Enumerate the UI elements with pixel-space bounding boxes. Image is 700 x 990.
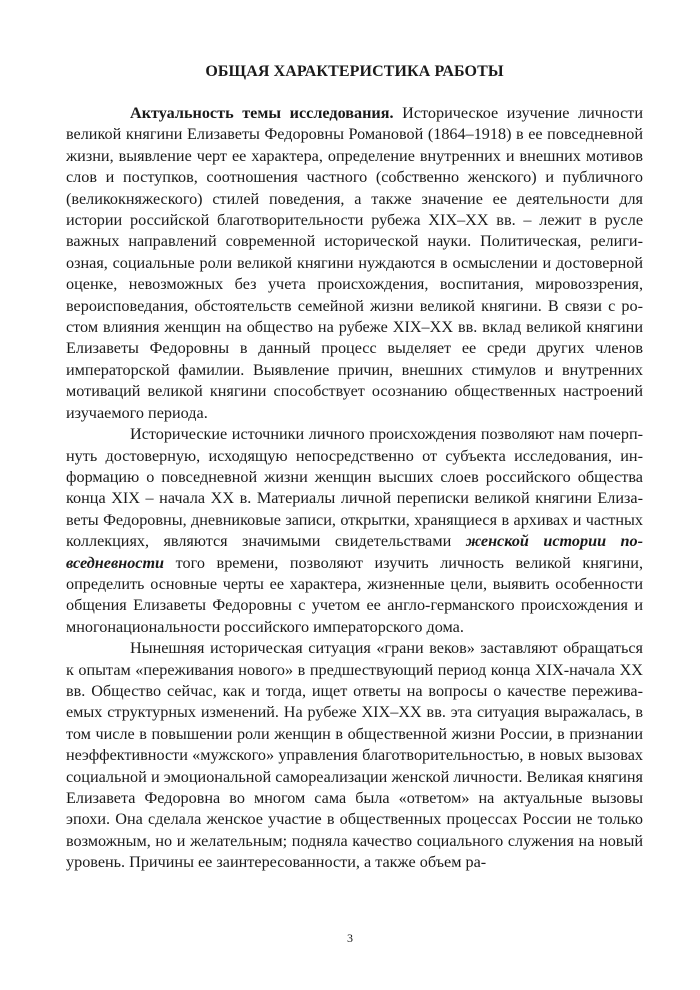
document-page	[66, 62, 643, 874]
section-title: ОБЩАЯ ХАРАКТЕРИСТИКА РАБОТЫ	[205, 63, 504, 80]
paragraph-body: Исторические источники личного происхождения позволяют нам почерпнуть достоверную, исходящую непосредственно от субъекта исследования, информацию о повседневной жизни женщин высших слоев российского общества конца XIX – начала XX в. Материалы личной переписки великой княгини Елизаветы Федоровны, дневниковые записи, открытки, хранящиеся в архивах и частных коллекциях, являются значимыми свидетельствами	[66, 425, 643, 551]
emphasis-term: женской истории повседневности	[66, 532, 643, 572]
paragraph-body: Историческое изучение личности великой княгини Елизаветы Федоровны Романовой (1864–1918) в ее повседневной жизни, выявление черт ее характера, определение внутренних и внешних мотивов слов и поступков, соотношения частного (собственно женского) и публичного (великокняжеского) стилей поведения, а также значение ее деятельности для истории российской благотворительности рубежа XIX–XX вв. – лежит в русле важных направлений современной исторической науки. Политическая, религиозная, социальные роли великой княгини нуждаются в осмыслении и достоверной оценке, невозможных без учета происхождения, воспитания, мировоззрения, вероисповедания, обстоятельств семейной жизни великой княгини. В связи с ростом влияния женщин на общество на рубеже XIX–XX вв. вклад великой княгини Елизаветы Федоровны в данный процесс выделяет ее среди других членов императорской фамилии. Выявление причин, внешних стимулов и внутренних мотиваций великой княгини способствует осознанию общественных настроений изучаемого периода.	[66, 104, 643, 422]
paragraph-lead-heading: Актуальность темы исследования.	[130, 104, 394, 122]
paragraph-relevance	[66, 103, 643, 424]
paragraph-situation	[66, 638, 643, 873]
paragraph-sources	[66, 424, 643, 638]
paragraph-body: Нынешняя историческая ситуация «грани веков» заставляют обращаться к опытам «переживания нового» в предшествующий период конца XIX-начала XX вв. Общество сейчас, как и тогда, ищет ответы на вопросы о качестве переживаемых структурных изменений. На рубеже XIX–XX вв. эта ситуация выражалась, в том числе в повышении роли женщин в общественной жизни России, в признании неэффективности «мужского» управления благотворительностью, в новых вызовах социальной и эмоциональной самореализации женской личности. Великая княгиня Елизавета Федоровна во многом сама была «ответом» на актуальные вызовы эпохи. Она сделала женское участие в общественных процессах России не только возможным, но и желательным; подняла качество социального служения на новый уровень. Причины ее заинтересованности, а также объем ра-	[66, 639, 643, 872]
page-number: 3	[347, 931, 353, 945]
paragraph-body: того времени, позволяют изучить личность великой княгини, определить основные черты ее характера, жизненные цели, выявить особенности общения Елизаветы Федоровны с учетом ее англо-германского происхождения и многонациональности российского императорского дома.	[66, 553, 643, 636]
